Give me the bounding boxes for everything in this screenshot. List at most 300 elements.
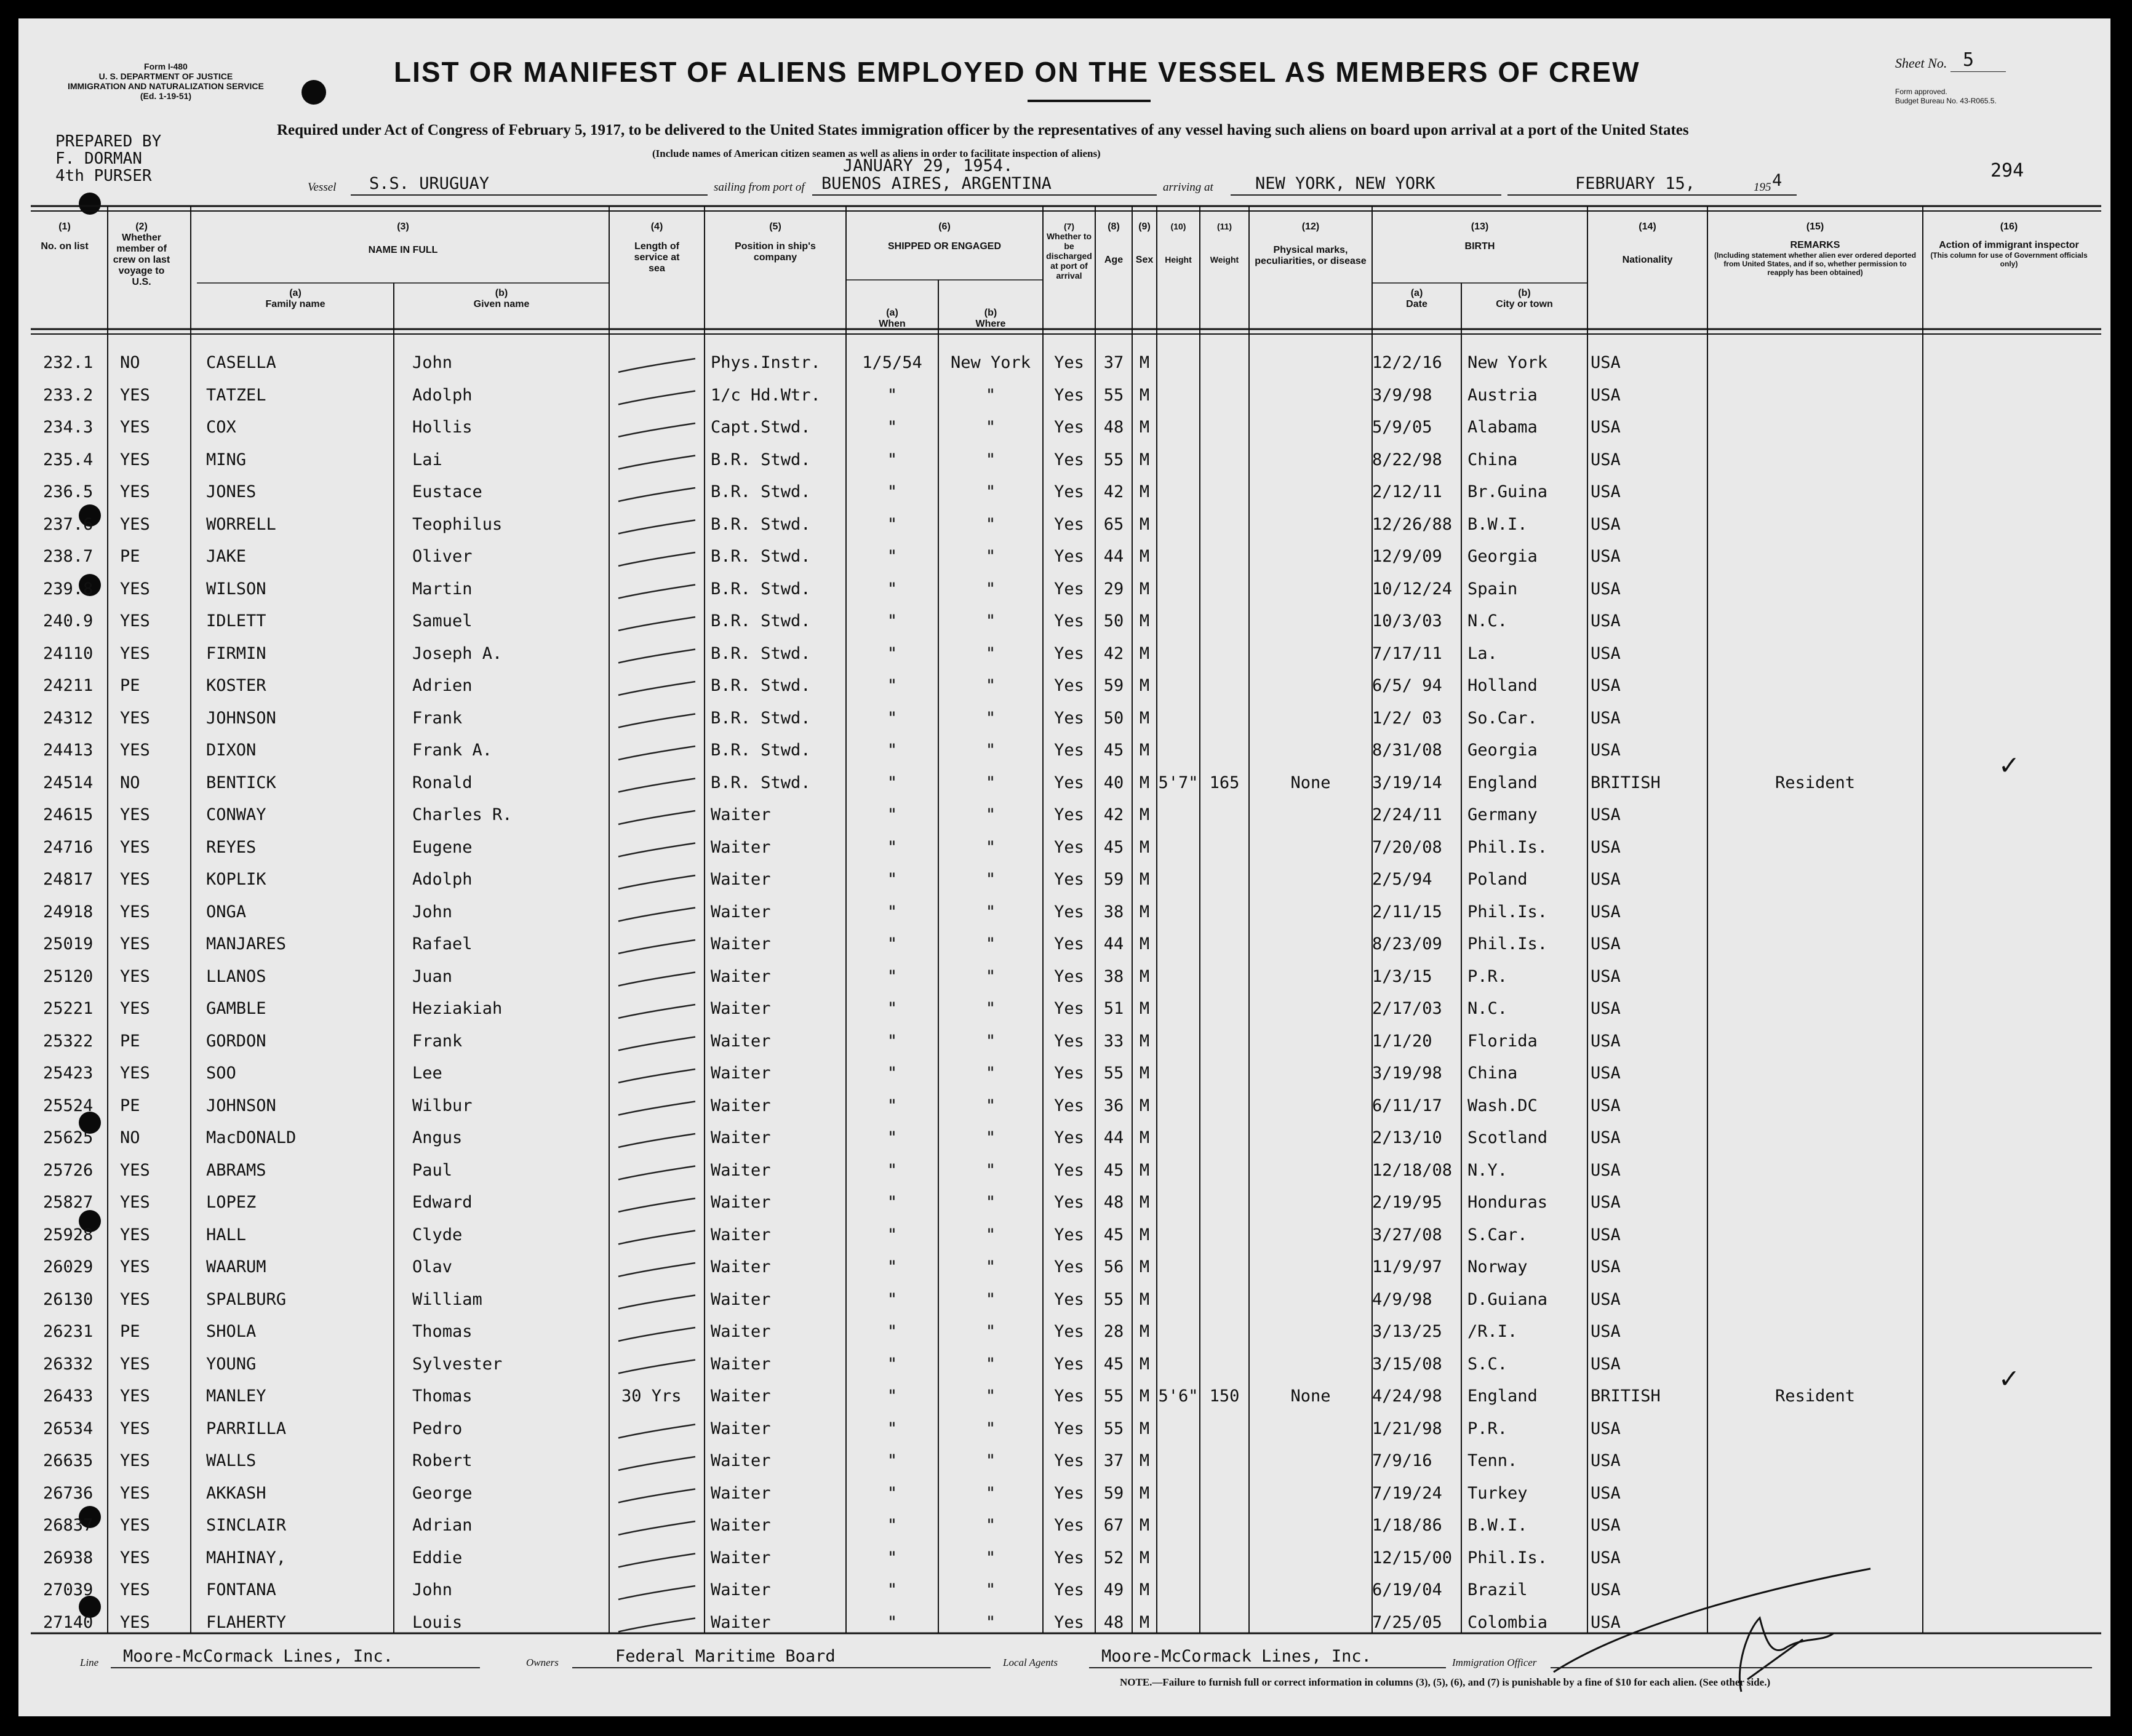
cell-no: 24615 bbox=[43, 805, 94, 824]
cell-age: 44 bbox=[1103, 1128, 1124, 1147]
cell-where: " bbox=[985, 1580, 996, 1599]
page-stamp: 294 bbox=[1990, 160, 2024, 181]
cell-position: Waiter bbox=[711, 1289, 771, 1309]
cell-given: Thomas bbox=[412, 1387, 473, 1406]
cell-discharge: Yes bbox=[1054, 870, 1084, 889]
cell-city: Norway bbox=[1467, 1257, 1528, 1276]
cell-age: 45 bbox=[1103, 1354, 1124, 1374]
cell-marks: None bbox=[1290, 1387, 1331, 1406]
cell-discharge: Yes bbox=[1054, 741, 1084, 760]
cell-city: Phil.Is. bbox=[1467, 934, 1548, 954]
cell-nat: USA bbox=[1591, 611, 1621, 631]
cell-no: 24110 bbox=[43, 643, 94, 663]
cell-prev: YES bbox=[120, 418, 150, 437]
cell-nat: USA bbox=[1591, 1193, 1621, 1212]
cell-bdate: 12/15/00 bbox=[1372, 1548, 1453, 1567]
cell-no: 26433 bbox=[43, 1387, 94, 1406]
cell-city: Georgia bbox=[1467, 741, 1538, 760]
cell-nat: USA bbox=[1591, 708, 1621, 728]
col-num: (12) bbox=[1301, 221, 1320, 232]
col-weight-header: Weight bbox=[1210, 255, 1239, 265]
cell-prev: PE bbox=[120, 1096, 140, 1115]
cell-when: " bbox=[887, 514, 898, 534]
cell-city: Scotland bbox=[1467, 1128, 1548, 1147]
footer-line: Moore-McCormack Lines, Inc. bbox=[123, 1647, 393, 1666]
cell-family: SPALBURG bbox=[206, 1289, 287, 1309]
cell-prev: YES bbox=[120, 1516, 150, 1535]
cell-prev: YES bbox=[120, 385, 150, 405]
cell-nat: USA bbox=[1591, 1096, 1621, 1115]
cell-nat: USA bbox=[1591, 966, 1621, 986]
prepared-line: PREPARED BY bbox=[55, 132, 162, 151]
cell-sex: M bbox=[1139, 1419, 1150, 1438]
cell-when: " bbox=[887, 1322, 898, 1341]
form-id: Form I-480 bbox=[144, 62, 188, 71]
cell-nat: USA bbox=[1591, 1064, 1621, 1083]
cell-where: " bbox=[985, 1128, 996, 1147]
cell-bdate: 11/9/97 bbox=[1372, 1257, 1442, 1276]
cell-discharge: Yes bbox=[1054, 902, 1084, 922]
cell-discharge: Yes bbox=[1054, 418, 1084, 437]
cell-no: 24312 bbox=[43, 708, 94, 728]
cell-where: " bbox=[985, 966, 996, 986]
cell-sex: M bbox=[1139, 1354, 1150, 1374]
cell-city: S.Car. bbox=[1467, 1225, 1528, 1244]
cell-when: " bbox=[887, 1451, 898, 1470]
cell-family: WALLS bbox=[206, 1451, 257, 1470]
cell-where: " bbox=[985, 1612, 996, 1632]
cell-position: B.R. Stwd. bbox=[711, 708, 811, 728]
cell-when: " bbox=[887, 418, 898, 437]
cell-where: " bbox=[985, 1225, 996, 1244]
cell-nat: USA bbox=[1591, 418, 1621, 437]
cell-no: 26635 bbox=[43, 1451, 94, 1470]
cell-position: B.R. Stwd. bbox=[711, 579, 811, 599]
cell-nat: USA bbox=[1591, 547, 1621, 566]
footer-officer-underline bbox=[1551, 1667, 2092, 1668]
cell-age: 42 bbox=[1103, 482, 1124, 501]
cell-position: Waiter bbox=[711, 1580, 771, 1599]
col-previous-voyage-header: Whether member of crew on last voyage to U.S. bbox=[113, 233, 170, 287]
cell-given: Rafael bbox=[412, 934, 473, 954]
cell-family: REYES bbox=[206, 837, 257, 857]
col-sub-num: (b) bbox=[984, 308, 997, 318]
cell-bdate: 2/5/94 bbox=[1372, 870, 1432, 889]
cell-given: Olav bbox=[412, 1257, 453, 1276]
cell-nat: USA bbox=[1591, 643, 1621, 663]
cell-city: Wash.DC bbox=[1467, 1096, 1538, 1115]
cell-prev: YES bbox=[120, 966, 150, 986]
cell-prev: YES bbox=[120, 1419, 150, 1438]
cell-sex: M bbox=[1139, 773, 1150, 792]
cell-discharge: Yes bbox=[1054, 1548, 1084, 1567]
cell-where: " bbox=[985, 611, 996, 631]
cell-nat: USA bbox=[1591, 1031, 1621, 1051]
cell-bdate: 1/1/20 bbox=[1372, 1031, 1432, 1051]
cell-no: 233.2 bbox=[43, 385, 94, 405]
cell-action: ✓ bbox=[2000, 747, 2018, 782]
cell-city: B.W.I. bbox=[1467, 1516, 1528, 1535]
cell-prev: YES bbox=[120, 1451, 150, 1470]
cell-family: CASELLA bbox=[206, 353, 276, 372]
cell-sex: M bbox=[1139, 1096, 1150, 1115]
cell-bdate: 3/19/98 bbox=[1372, 1064, 1442, 1083]
cell-city: Honduras bbox=[1467, 1193, 1548, 1212]
cell-when: " bbox=[887, 1354, 898, 1374]
cell-discharge: Yes bbox=[1054, 1612, 1084, 1632]
cell-prev: YES bbox=[120, 482, 150, 501]
cell-prev: YES bbox=[120, 450, 150, 469]
cell-given: John bbox=[412, 353, 453, 372]
cell-family: AKKASH bbox=[206, 1483, 266, 1503]
cell-nat: USA bbox=[1591, 514, 1621, 534]
cell-bdate: 2/17/03 bbox=[1372, 999, 1442, 1018]
cell-age: 42 bbox=[1103, 643, 1124, 663]
cell-age: 48 bbox=[1103, 1612, 1124, 1632]
cell-bdate: 4/9/98 bbox=[1372, 1289, 1432, 1309]
cell-given: Oliver bbox=[412, 547, 473, 566]
cell-family: GORDON bbox=[206, 1031, 266, 1051]
col-num: (10) bbox=[1170, 221, 1186, 231]
cell-family: CONWAY bbox=[206, 805, 266, 824]
cell-given: Eustace bbox=[412, 482, 482, 501]
cell-no: 26534 bbox=[43, 1419, 94, 1438]
sheet-label: Sheet No. bbox=[1895, 55, 1947, 71]
cell-where: " bbox=[985, 1289, 996, 1309]
cell-city: Colombia bbox=[1467, 1612, 1548, 1632]
cell-age: 59 bbox=[1103, 1483, 1124, 1503]
edition: (Ed. 1-19-51) bbox=[140, 91, 192, 101]
cell-position: Waiter bbox=[711, 870, 771, 889]
cell-bdate: 2/24/11 bbox=[1372, 805, 1442, 824]
col-num: (13) bbox=[1471, 221, 1489, 232]
cell-when: " bbox=[887, 902, 898, 922]
cell-when: " bbox=[887, 1419, 898, 1438]
cell-where: " bbox=[985, 1354, 996, 1374]
cell-position: B.R. Stwd. bbox=[711, 773, 811, 792]
col-sub-num: (b) bbox=[1518, 288, 1531, 298]
cell-sex: M bbox=[1139, 741, 1150, 760]
cell-given: Louis bbox=[412, 1612, 463, 1632]
cell-no: 27140 bbox=[43, 1612, 94, 1632]
cell-no: 25625 bbox=[43, 1128, 94, 1147]
cell-bdate: 5/9/05 bbox=[1372, 418, 1432, 437]
cell-bdate: 3/9/98 bbox=[1372, 385, 1432, 405]
cell-city: Spain bbox=[1467, 579, 1518, 599]
cell-when: " bbox=[887, 643, 898, 663]
cell-discharge: Yes bbox=[1054, 1516, 1084, 1535]
cell-age: 67 bbox=[1103, 1516, 1124, 1535]
cell-position: Capt.Stwd. bbox=[711, 418, 811, 437]
cell-sex: M bbox=[1139, 579, 1150, 599]
cell-no: 237.6 bbox=[43, 514, 94, 534]
cell-no: 24716 bbox=[43, 837, 94, 857]
footer-note: NOTE.—Failure to furnish full or correct information in columns (3), (5), (6), and (7) is punishable by a fine of $10 for each alien. (See other side.) bbox=[1120, 1676, 1771, 1688]
cell-discharge: Yes bbox=[1054, 482, 1084, 501]
cell-when: " bbox=[887, 1483, 898, 1503]
cell-when: " bbox=[887, 1612, 898, 1632]
cell-family: TATZEL bbox=[206, 385, 266, 405]
hand-annotations bbox=[18, 18, 2110, 1716]
cell-position: Waiter bbox=[711, 1354, 771, 1374]
cell-sex: M bbox=[1139, 1193, 1150, 1212]
cell-nat: USA bbox=[1591, 1128, 1621, 1147]
cell-sex: M bbox=[1139, 1516, 1150, 1535]
cell-age: 55 bbox=[1103, 385, 1124, 405]
cell-bdate: 8/22/98 bbox=[1372, 450, 1442, 469]
cell-when: " bbox=[887, 999, 898, 1018]
cell-position: Waiter bbox=[711, 1516, 771, 1535]
cell-position: Waiter bbox=[711, 1419, 771, 1438]
cell-sex: M bbox=[1139, 1387, 1150, 1406]
col-when-label: When bbox=[879, 319, 906, 329]
cell-no: 25827 bbox=[43, 1193, 94, 1212]
cell-nat: USA bbox=[1591, 579, 1621, 599]
col-nationality-header: Nationality bbox=[1622, 255, 1673, 265]
col-no-on-list-header: No. on list bbox=[41, 241, 89, 252]
vessel-label: Vessel bbox=[308, 181, 337, 194]
cell-when: " bbox=[887, 579, 898, 599]
cell-city: N.C. bbox=[1467, 999, 1508, 1018]
cell-nat: USA bbox=[1591, 1322, 1621, 1341]
cell-bdate: 12/18/08 bbox=[1372, 1160, 1453, 1180]
cell-family: YOUNG bbox=[206, 1354, 257, 1374]
cell-family: HALL bbox=[206, 1225, 247, 1244]
cell-bdate: 2/11/15 bbox=[1372, 902, 1442, 922]
sailing-label: sailing from port of bbox=[714, 181, 805, 194]
cell-given: Thomas bbox=[412, 1322, 473, 1341]
cell-discharge: Yes bbox=[1054, 514, 1084, 534]
cell-given: Eugene bbox=[412, 837, 473, 857]
col-num: (8) bbox=[1108, 221, 1120, 232]
cell-nat: USA bbox=[1591, 1257, 1621, 1276]
cell-family: ABRAMS bbox=[206, 1160, 266, 1180]
cell-when: " bbox=[887, 450, 898, 469]
cell-bdate: 2/12/11 bbox=[1372, 482, 1442, 501]
cell-family: SINCLAIR bbox=[206, 1516, 287, 1535]
cell-where: " bbox=[985, 1548, 996, 1567]
cell-family: JOHNSON bbox=[206, 1096, 276, 1115]
cell-nat: USA bbox=[1591, 482, 1621, 501]
cell-city: N.C. bbox=[1467, 611, 1508, 631]
cell-sex: M bbox=[1139, 547, 1150, 566]
cell-nat: BRITISH bbox=[1591, 773, 1661, 792]
cell-when: " bbox=[887, 708, 898, 728]
cell-city: England bbox=[1467, 1387, 1538, 1406]
cell-nat: USA bbox=[1591, 450, 1621, 469]
arriving-label: arriving at bbox=[1163, 181, 1213, 194]
cell-position: Waiter bbox=[711, 1612, 771, 1632]
subnote: (Include names of American citizen seamen as well as aliens in order to facilitate inspection of aliens) bbox=[652, 148, 1101, 159]
cell-no: 24918 bbox=[43, 902, 94, 922]
cell-age: 45 bbox=[1103, 1225, 1124, 1244]
cell-nat: USA bbox=[1591, 1289, 1621, 1309]
cell-prev: YES bbox=[120, 741, 150, 760]
cell-position: B.R. Stwd. bbox=[711, 482, 811, 501]
cell-when: " bbox=[887, 1257, 898, 1276]
cell-age: 52 bbox=[1103, 1548, 1124, 1567]
cell-nat: USA bbox=[1591, 1612, 1621, 1632]
col-discharge-header: Whether to be discharged at port of arrival bbox=[1046, 231, 1092, 281]
cell-city: Alabama bbox=[1467, 418, 1538, 437]
cell-where: " bbox=[985, 870, 996, 889]
cell-family: COX bbox=[206, 418, 236, 437]
cell-discharge: Yes bbox=[1054, 1354, 1084, 1374]
cell-when: " bbox=[887, 1160, 898, 1180]
cell-where: " bbox=[985, 1064, 996, 1083]
cell-no: 25726 bbox=[43, 1160, 94, 1180]
cell-where: " bbox=[985, 1451, 996, 1470]
cell-city: Phil.Is. bbox=[1467, 1548, 1548, 1567]
cell-age: 37 bbox=[1103, 1451, 1124, 1470]
cell-given: Martin bbox=[412, 579, 473, 599]
cell-position: B.R. Stwd. bbox=[711, 643, 811, 663]
cell-nat: BRITISH bbox=[1591, 1387, 1661, 1406]
cell-prev: YES bbox=[120, 837, 150, 857]
col-action-sub: (This column for use of Government officials only) bbox=[1930, 251, 2088, 268]
cell-where: " bbox=[985, 676, 996, 695]
col-sex-header: Sex bbox=[1135, 255, 1154, 265]
cell-when: " bbox=[887, 1128, 898, 1147]
cell-bdate: 7/25/05 bbox=[1372, 1612, 1442, 1632]
cell-given: John bbox=[412, 902, 453, 922]
cell-age: 59 bbox=[1103, 870, 1124, 889]
cell-marks: None bbox=[1290, 773, 1331, 792]
cell-age: 56 bbox=[1103, 1257, 1124, 1276]
cell-no: 27039 bbox=[43, 1580, 94, 1599]
footer-officer-label: Immigration Officer bbox=[1452, 1657, 1537, 1668]
cell-prev: YES bbox=[120, 643, 150, 663]
cell-where: " bbox=[985, 418, 996, 437]
col-date-label: Date bbox=[1406, 299, 1427, 309]
cell-family: LOPEZ bbox=[206, 1193, 257, 1212]
cell-age: 38 bbox=[1103, 966, 1124, 986]
col-action-header: Action of immigrant inspector bbox=[1939, 240, 2079, 250]
cell-given: Eddie bbox=[412, 1548, 463, 1567]
cell-when: " bbox=[887, 1031, 898, 1051]
cell-when: 1/5/54 bbox=[862, 353, 922, 372]
cell-city: New York bbox=[1467, 353, 1548, 372]
cell-prev: NO bbox=[120, 773, 140, 792]
cell-sex: M bbox=[1139, 837, 1150, 857]
cell-discharge: Yes bbox=[1054, 1580, 1084, 1599]
cell-city: Phil.Is. bbox=[1467, 902, 1548, 922]
cell-height: 5'7" bbox=[1158, 773, 1199, 792]
cell-family: JAKE bbox=[206, 547, 247, 566]
cell-no: 236.5 bbox=[43, 482, 94, 501]
cell-bdate: 2/19/95 bbox=[1372, 1193, 1442, 1212]
cell-age: 38 bbox=[1103, 902, 1124, 922]
cell-prev: YES bbox=[120, 514, 150, 534]
cell-discharge: Yes bbox=[1054, 385, 1084, 405]
cell-position: B.R. Stwd. bbox=[711, 514, 811, 534]
cell-when: " bbox=[887, 805, 898, 824]
cell-prev: NO bbox=[120, 1128, 140, 1147]
cell-discharge: Yes bbox=[1054, 1322, 1084, 1341]
cell-height: 5'6" bbox=[1158, 1387, 1199, 1406]
cell-discharge: Yes bbox=[1054, 353, 1084, 372]
cell-position: Waiter bbox=[711, 1257, 771, 1276]
cell-when: " bbox=[887, 837, 898, 857]
cell-service: 30 Yrs bbox=[621, 1387, 682, 1406]
cell-prev: YES bbox=[120, 1225, 150, 1244]
cell-nat: USA bbox=[1591, 1451, 1621, 1470]
cell-given: Adrien bbox=[412, 676, 473, 695]
cell-nat: USA bbox=[1591, 902, 1621, 922]
col-remarks-header: REMARKS bbox=[1790, 240, 1840, 250]
cell-age: 55 bbox=[1103, 1387, 1124, 1406]
col-num: (9) bbox=[1138, 221, 1151, 232]
cell-family: FLAHERTY bbox=[206, 1612, 287, 1632]
pen-stroke bbox=[1554, 1569, 1870, 1672]
cell-sex: M bbox=[1139, 1225, 1150, 1244]
col-num: (16) bbox=[2000, 221, 2018, 232]
cell-sex: M bbox=[1139, 999, 1150, 1018]
cell-prev: YES bbox=[120, 1612, 150, 1632]
cell-when: " bbox=[887, 1516, 898, 1535]
cell-city: Brazil bbox=[1467, 1580, 1528, 1599]
cell-given: Clyde bbox=[412, 1225, 463, 1244]
cell-sex: M bbox=[1139, 805, 1150, 824]
cell-sex: M bbox=[1139, 902, 1150, 922]
cell-position: Waiter bbox=[711, 1031, 771, 1051]
col-sub-num: (b) bbox=[495, 288, 508, 298]
subtitle: Required under Act of Congress of February 5, 1917, to be delivered to the United States immigration officer by the representatives of any vessel having such aliens on board upon arrival at a port of the United States bbox=[277, 122, 1689, 138]
col-shipped-header: SHIPPED OR ENGAGED bbox=[887, 241, 1002, 252]
cell-position: Waiter bbox=[711, 837, 771, 857]
cell-given: Wilbur bbox=[412, 1096, 473, 1115]
cell-nat: USA bbox=[1591, 934, 1621, 954]
cell-given: Adolph bbox=[412, 870, 473, 889]
cell-family: DIXON bbox=[206, 741, 257, 760]
cell-when: " bbox=[887, 1193, 898, 1212]
cell-no: 26332 bbox=[43, 1354, 94, 1374]
cell-where: " bbox=[985, 837, 996, 857]
cell-where: " bbox=[985, 902, 996, 922]
cell-position: Waiter bbox=[711, 1387, 771, 1406]
cell-family: GAMBLE bbox=[206, 999, 266, 1018]
cell-city: La. bbox=[1467, 643, 1498, 663]
approved-text: Form approved. bbox=[1895, 87, 1947, 96]
cell-given: Joseph A. bbox=[412, 643, 503, 663]
cell-nat: USA bbox=[1591, 1548, 1621, 1567]
cell-where: " bbox=[985, 805, 996, 824]
cell-nat: USA bbox=[1591, 676, 1621, 695]
cell-where: " bbox=[985, 1160, 996, 1180]
cell-age: 59 bbox=[1103, 676, 1124, 695]
cell-sex: M bbox=[1139, 1483, 1150, 1503]
cell-where: " bbox=[985, 1031, 996, 1051]
cell-prev: YES bbox=[120, 934, 150, 954]
cell-age: 49 bbox=[1103, 1580, 1124, 1599]
col-sub-num: (a) bbox=[886, 308, 898, 318]
cell-action: ✓ bbox=[2000, 1361, 2018, 1395]
year-digit: 4 bbox=[1772, 171, 1783, 190]
cell-age: 42 bbox=[1103, 805, 1124, 824]
cell-family: IDLETT bbox=[206, 611, 266, 631]
cell-no: 232.1 bbox=[43, 353, 94, 372]
cell-age: 40 bbox=[1103, 773, 1124, 792]
cell-bdate: 3/27/08 bbox=[1372, 1225, 1442, 1244]
cell-nat: USA bbox=[1591, 1419, 1621, 1438]
cell-bdate: 7/17/11 bbox=[1372, 643, 1442, 663]
cell-discharge: Yes bbox=[1054, 547, 1084, 566]
cell-city: China bbox=[1467, 1064, 1518, 1083]
cell-sex: M bbox=[1139, 643, 1150, 663]
cell-prev: YES bbox=[120, 805, 150, 824]
cell-position: Phys.Instr. bbox=[711, 353, 821, 372]
officer-signature bbox=[1747, 1639, 1803, 1679]
